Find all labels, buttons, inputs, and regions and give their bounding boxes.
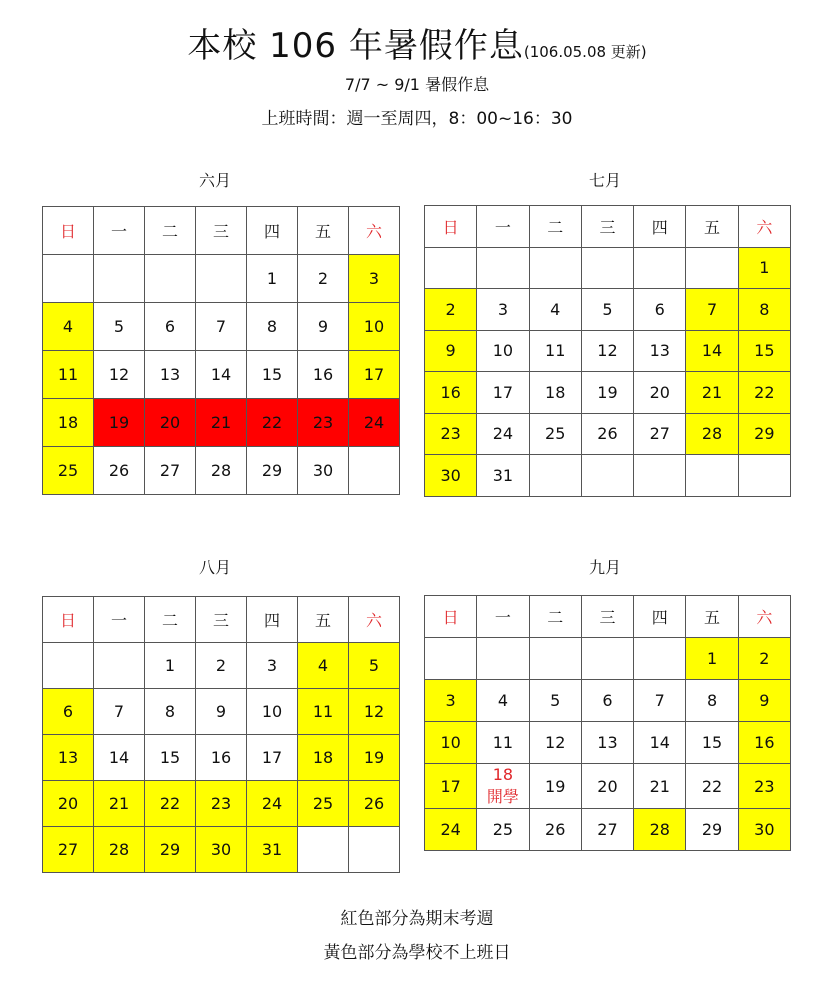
empty-day-cell (581, 247, 633, 289)
week-row (425, 413, 791, 455)
calendar-august (42, 596, 400, 873)
week-row (425, 372, 791, 414)
day-cell: 29 (686, 809, 738, 851)
day-cell: 17 (349, 351, 400, 399)
day-cell: 19 (94, 399, 145, 447)
day-cell: 25 (43, 447, 94, 495)
day-cell: 28 (686, 413, 738, 455)
day-cell: 11 (477, 722, 529, 764)
day-cell: 8 (686, 680, 738, 722)
month-title-july: 七月 (588, 171, 621, 190)
day-cell: 14 (634, 722, 686, 764)
day-cell: 4 (43, 303, 94, 351)
day-cell: 29 (738, 413, 790, 455)
weekday-header-sun: 日 (43, 597, 94, 643)
empty-day-cell (686, 247, 738, 289)
day-cell: 30 (196, 827, 247, 873)
empty-day-cell (349, 447, 400, 495)
week-row (425, 455, 791, 497)
day-cell: 18 (529, 372, 581, 414)
legend-red-note: 紅色部分為期末考週 (340, 909, 494, 929)
day-cell: 15 (247, 351, 298, 399)
weekday-header-row (425, 206, 791, 248)
weekday-header-sat: 六 (349, 597, 400, 643)
weekday-header-fri: 五 (298, 597, 349, 643)
empty-day-cell (581, 638, 633, 680)
empty-day-cell (477, 247, 529, 289)
day-cell: 16 (738, 722, 790, 764)
day-cell: 24 (425, 809, 477, 851)
day-cell: 15 (686, 722, 738, 764)
day-cell: 31 (477, 455, 529, 497)
empty-day-cell (529, 455, 581, 497)
day-cell: 29 (247, 447, 298, 495)
office-hours: 上班時間：週一至周四，8：00~16：30 (261, 109, 573, 129)
day-cell: 8 (738, 289, 790, 331)
weekday-header-fri: 五 (298, 207, 349, 255)
day-cell: 8 (247, 303, 298, 351)
day-cell: 21 (94, 781, 145, 827)
day-cell: 1 (145, 643, 196, 689)
day-cell: 28 (94, 827, 145, 873)
day-cell: 24 (477, 413, 529, 455)
empty-day-cell (529, 247, 581, 289)
day-cell: 28 (196, 447, 247, 495)
weekday-header-fri: 五 (686, 206, 738, 248)
weekday-header-wed: 三 (196, 597, 247, 643)
weekday-header-fri: 五 (686, 596, 738, 638)
day-cell: 27 (43, 827, 94, 873)
weekday-header-mon: 一 (477, 206, 529, 248)
week-row (43, 303, 400, 351)
weekday-header-tue: 二 (145, 597, 196, 643)
empty-day-cell (43, 255, 94, 303)
day-cell: 13 (581, 722, 633, 764)
calendar-september (424, 595, 791, 851)
day-cell: 13 (634, 330, 686, 372)
legend-yellow-note: 黃色部分為學校不上班日 (323, 943, 511, 963)
day-cell: 23 (196, 781, 247, 827)
day-cell: 6 (634, 289, 686, 331)
weekday-header-thu: 四 (247, 597, 298, 643)
day-cell: 3 (247, 643, 298, 689)
day-cell: 13 (145, 351, 196, 399)
empty-day-cell (196, 255, 247, 303)
weekday-header-sun: 日 (43, 207, 94, 255)
week-row (43, 255, 400, 303)
week-row (425, 680, 791, 722)
weekday-header-row (43, 597, 400, 643)
day-cell: 6 (43, 689, 94, 735)
day-cell: 10 (247, 689, 298, 735)
weekday-header-sat: 六 (738, 206, 790, 248)
day-cell: 25 (529, 413, 581, 455)
day-cell: 14 (94, 735, 145, 781)
day-cell: 29 (145, 827, 196, 873)
day-cell: 7 (686, 289, 738, 331)
day-cell: 5 (94, 303, 145, 351)
day-cell: 15 (145, 735, 196, 781)
day-cell: 23 (738, 764, 790, 809)
calendar-july (424, 205, 791, 497)
day-cell: 5 (581, 289, 633, 331)
day-cell: 6 (581, 680, 633, 722)
day-cell: 25 (298, 781, 349, 827)
day-cell: 22 (738, 372, 790, 414)
day-cell: 4 (477, 680, 529, 722)
day-cell: 20 (145, 399, 196, 447)
day-cell: 10 (425, 722, 477, 764)
empty-day-cell (349, 827, 400, 873)
month-title-september: 九月 (588, 558, 621, 577)
day-cell: 16 (196, 735, 247, 781)
week-row (425, 330, 791, 372)
week-row (43, 351, 400, 399)
weekday-header-row (43, 207, 400, 255)
weekday-header-thu: 四 (247, 207, 298, 255)
day-cell: 17 (425, 764, 477, 809)
day-cell: 6 (145, 303, 196, 351)
day-cell: 15 (738, 330, 790, 372)
day-cell: 17 (477, 372, 529, 414)
calendar-june (42, 206, 400, 495)
day-cell: 24 (247, 781, 298, 827)
day-cell: 30 (738, 809, 790, 851)
day-cell: 19 (529, 764, 581, 809)
day-cell: 27 (634, 413, 686, 455)
day-cell: 9 (738, 680, 790, 722)
week-row (425, 289, 791, 331)
day-cell: 10 (477, 330, 529, 372)
day-cell: 12 (529, 722, 581, 764)
day-cell: 27 (581, 809, 633, 851)
day-cell: 26 (529, 809, 581, 851)
day-cell: 2 (196, 643, 247, 689)
week-row (43, 735, 400, 781)
day-cell: 14 (686, 330, 738, 372)
weekday-header-sun: 日 (425, 596, 477, 638)
day-cell: 1 (247, 255, 298, 303)
empty-day-cell (581, 455, 633, 497)
day-cell: 11 (529, 330, 581, 372)
day-cell: 28 (634, 809, 686, 851)
day-cell: 20 (634, 372, 686, 414)
day-cell: 18 (298, 735, 349, 781)
weekday-header-mon: 一 (94, 597, 145, 643)
day-cell: 3 (477, 289, 529, 331)
day-cell: 8 (145, 689, 196, 735)
empty-day-cell (634, 638, 686, 680)
week-row (425, 638, 791, 680)
empty-day-cell (529, 638, 581, 680)
empty-day-cell (686, 455, 738, 497)
weekday-header-tue: 二 (529, 596, 581, 638)
day-cell: 23 (298, 399, 349, 447)
weekday-header-thu: 四 (634, 206, 686, 248)
page-title: 本校 106 年暑假作息 (187, 26, 524, 66)
day-cell: 31 (247, 827, 298, 873)
day-number: 18 (492, 765, 514, 784)
day-cell: 5 (529, 680, 581, 722)
day-cell: 1 (738, 247, 790, 289)
empty-day-cell (425, 638, 477, 680)
day-cell: 10 (349, 303, 400, 351)
empty-day-cell (634, 455, 686, 497)
week-row (43, 781, 400, 827)
empty-day-cell (298, 827, 349, 873)
day-cell: 3 (349, 255, 400, 303)
empty-day-cell (94, 643, 145, 689)
day-cell: 22 (686, 764, 738, 809)
empty-day-cell (145, 255, 196, 303)
day-cell: 21 (634, 764, 686, 809)
week-row (43, 447, 400, 495)
day-cell: 4 (298, 643, 349, 689)
day-cell: 18 (43, 399, 94, 447)
week-row (43, 827, 400, 873)
week-row (425, 809, 791, 851)
day-cell (477, 764, 529, 809)
day-cell: 7 (196, 303, 247, 351)
day-cell: 23 (425, 413, 477, 455)
day-cell: 7 (634, 680, 686, 722)
weekday-header-mon: 一 (477, 596, 529, 638)
empty-day-cell (477, 638, 529, 680)
weekday-header-wed: 三 (581, 596, 633, 638)
day-cell: 19 (349, 735, 400, 781)
update-note: (106.05.08 更新) (523, 43, 647, 61)
weekday-header-wed: 三 (581, 206, 633, 248)
day-cell: 9 (196, 689, 247, 735)
day-cell: 11 (298, 689, 349, 735)
empty-day-cell (738, 455, 790, 497)
day-cell: 12 (349, 689, 400, 735)
day-cell: 13 (43, 735, 94, 781)
day-cell: 26 (349, 781, 400, 827)
day-cell: 17 (247, 735, 298, 781)
week-row (43, 689, 400, 735)
day-cell: 24 (349, 399, 400, 447)
day-cell: 16 (425, 372, 477, 414)
weekday-header-row (425, 596, 791, 638)
weekday-header-sat: 六 (349, 207, 400, 255)
weekday-header-wed: 三 (196, 207, 247, 255)
day-cell: 7 (94, 689, 145, 735)
day-cell: 1 (686, 638, 738, 680)
day-cell: 27 (145, 447, 196, 495)
weekday-header-mon: 一 (94, 207, 145, 255)
day-cell: 14 (196, 351, 247, 399)
weekday-header-sun: 日 (425, 206, 477, 248)
day-cell: 30 (425, 455, 477, 497)
day-cell: 12 (94, 351, 145, 399)
empty-day-cell (634, 247, 686, 289)
day-cell: 4 (529, 289, 581, 331)
week-row (43, 643, 400, 689)
day-cell: 30 (298, 447, 349, 495)
day-cell: 2 (298, 255, 349, 303)
day-cell: 22 (145, 781, 196, 827)
day-cell: 20 (581, 764, 633, 809)
month-title-august: 八月 (198, 558, 231, 577)
weekday-header-tue: 二 (145, 207, 196, 255)
week-row (43, 399, 400, 447)
week-row (425, 247, 791, 289)
day-cell: 26 (581, 413, 633, 455)
day-cell: 22 (247, 399, 298, 447)
day-cell: 3 (425, 680, 477, 722)
day-cell: 21 (686, 372, 738, 414)
day-cell: 9 (298, 303, 349, 351)
day-cell: 9 (425, 330, 477, 372)
day-cell: 26 (94, 447, 145, 495)
weekday-header-thu: 四 (634, 596, 686, 638)
empty-day-cell (43, 643, 94, 689)
school-start-note: 開學 (486, 787, 519, 806)
day-cell: 21 (196, 399, 247, 447)
month-title-june: 六月 (198, 171, 231, 190)
weekday-header-sat: 六 (738, 596, 790, 638)
empty-day-cell (94, 255, 145, 303)
page-title-row (0, 18, 834, 67)
day-cell: 11 (43, 351, 94, 399)
vacation-period: 7/7 ~ 9/1 暑假作息 (344, 75, 490, 94)
day-cell: 20 (43, 781, 94, 827)
day-cell: 19 (581, 372, 633, 414)
day-cell: 2 (425, 289, 477, 331)
day-cell: 2 (738, 638, 790, 680)
week-row (425, 764, 791, 809)
week-row (425, 722, 791, 764)
weekday-header-tue: 二 (529, 206, 581, 248)
day-cell: 16 (298, 351, 349, 399)
day-cell: 12 (581, 330, 633, 372)
day-cell: 25 (477, 809, 529, 851)
day-cell: 5 (349, 643, 400, 689)
empty-day-cell (425, 247, 477, 289)
